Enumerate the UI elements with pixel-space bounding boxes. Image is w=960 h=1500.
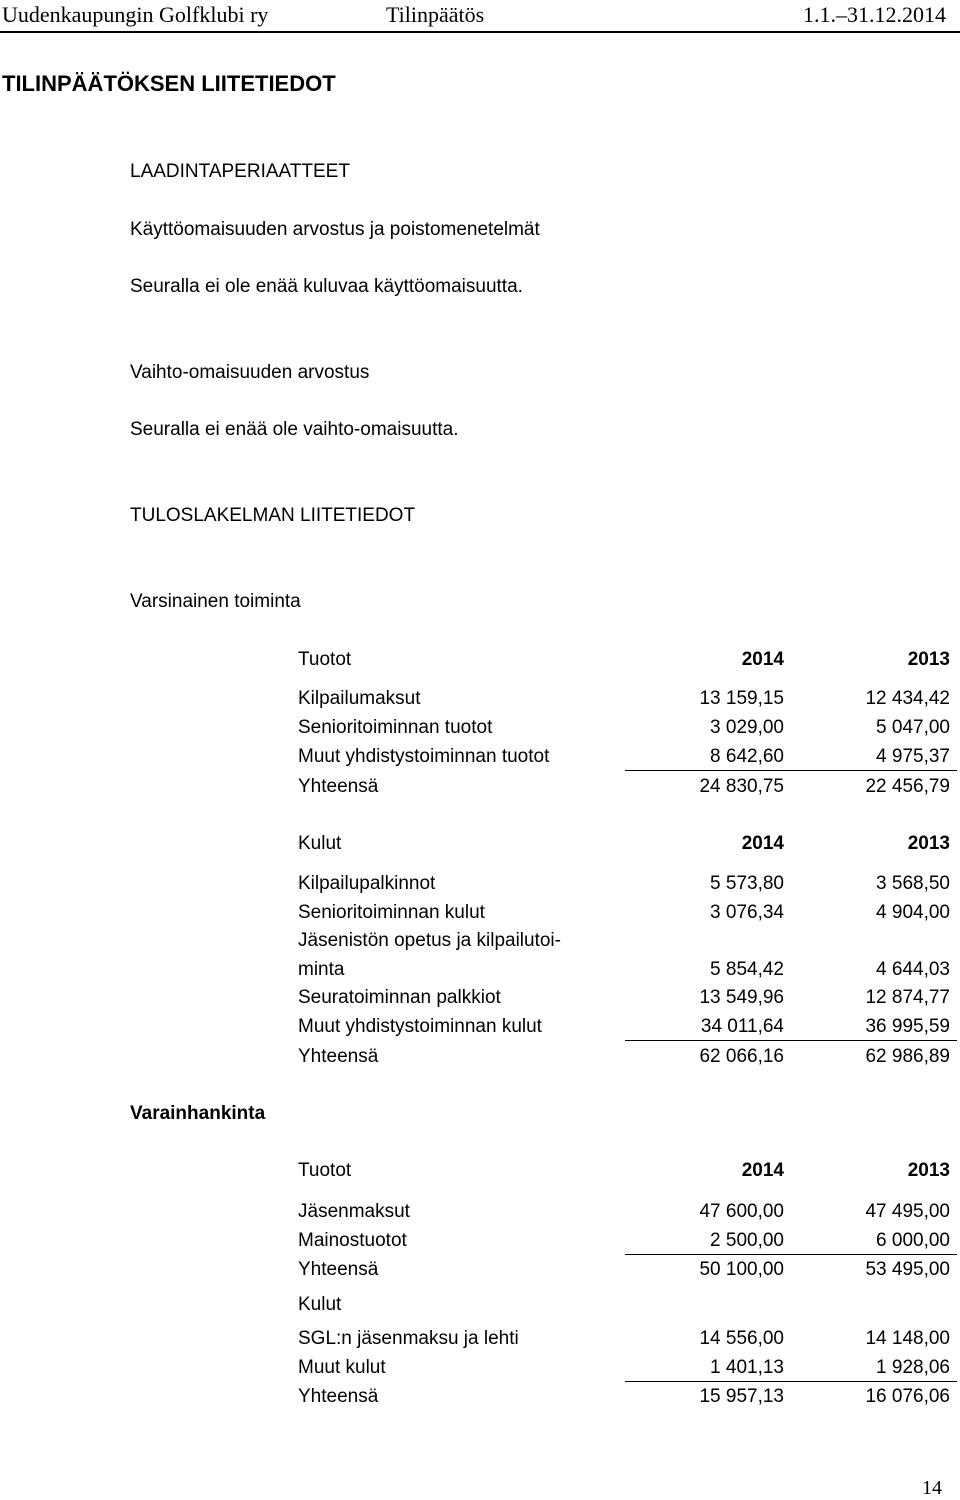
table-total-label: Yhteensä (298, 1259, 379, 1280)
table-row-value-2013: 14 148,00 (865, 1328, 950, 1349)
subheading-vaihto-omaisuus: Vaihto-omaisuuden arvostus (130, 362, 370, 383)
table-total-2014: 24 830,75 (699, 776, 784, 797)
subheading-kayttoomaisuus: Käyttöomaisuuden arvostus ja poistomenetelmät (130, 219, 540, 240)
table-row-value-2014: 13 159,15 (699, 688, 784, 709)
table-total-2014: 62 066,16 (699, 1046, 784, 1067)
table-row-label: Kilpailumaksut (298, 688, 421, 709)
table-total-2013: 53 495,00 (865, 1259, 950, 1280)
table-row-value-2014: 2 500,00 (710, 1230, 784, 1251)
table-row-value-2013: 47 495,00 (865, 1201, 950, 1222)
table-row-value-2014: 47 600,00 (699, 1201, 784, 1222)
table-row-value-2013: 4 975,37 (876, 746, 950, 767)
text-vaihto-omaisuus: Seuralla ei enää ole vaihto-omaisuutta. (130, 419, 459, 440)
table-row-value-2013: 3 568,50 (876, 873, 950, 894)
table-header-year-2014: 2014 (741, 1160, 784, 1181)
table-total-2013: 16 076,06 (865, 1386, 950, 1407)
subheading-varsinainen-toiminta: Varsinainen toiminta (130, 591, 301, 612)
table-total-2014: 50 100,00 (699, 1259, 784, 1280)
header-divider (0, 31, 960, 33)
table-row-label: Seuratoiminnan palkkiot (298, 987, 501, 1008)
text-kayttoomaisuus: Seuralla ei ole enää kuluvaa käyttöomaisuutta. (130, 276, 523, 297)
table-total-label: Yhteensä (298, 1386, 379, 1407)
table-row-value-2013: 4 644,03 (876, 959, 950, 980)
table-header-year-2014: 2014 (741, 833, 784, 854)
table-header-label: Tuotot (298, 649, 352, 670)
table-header-year-2013: 2013 (907, 649, 950, 670)
header-company: Uudenkaupungin Golfklubi ry (2, 2, 269, 27)
table-row-value-2014: 5 854,42 (710, 959, 784, 980)
table-header-year-2014: 2014 (741, 649, 784, 670)
total-rule (625, 1381, 957, 1382)
table-row-value-2014: 14 556,00 (699, 1328, 784, 1349)
table-row-label: Jäsenmaksut (298, 1201, 410, 1222)
table-row-value-2013: 12 434,42 (865, 688, 950, 709)
total-rule (625, 1254, 957, 1255)
table-row-value-2014: 13 549,96 (699, 987, 784, 1008)
page-title: TILINPÄÄTÖKSEN LIITETIEDOT (2, 71, 336, 96)
table-row-value-2014: 1 401,13 (710, 1357, 784, 1378)
table-row-label: Senioritoiminnan tuotot (298, 717, 493, 738)
subheading-varainhankinta: Varainhankinta (130, 1103, 266, 1124)
table-row-value-2013: 4 904,00 (876, 902, 950, 923)
table-row-value-2014: 5 573,80 (710, 873, 784, 894)
table-row-label: Senioritoiminnan kulut (298, 902, 485, 923)
table-header-year-2013: 2013 (907, 1160, 950, 1181)
table-total-2013: 62 986,89 (865, 1046, 950, 1067)
header-period: 1.1.–31.12.2014 (803, 2, 946, 27)
table-total-2013: 22 456,79 (865, 776, 950, 797)
table-row-value-2013: 12 874,77 (865, 987, 950, 1008)
table-row-label-line2: minta (298, 959, 345, 980)
table-header-label: Kulut (298, 1294, 342, 1315)
table-row-label-line1: Jäsenistön opetus ja kilpailutoi- (298, 930, 561, 951)
table-total-label: Yhteensä (298, 776, 379, 797)
table-row-label: Kilpailupalkinnot (298, 873, 436, 894)
table-row-value-2013: 5 047,00 (876, 717, 950, 738)
total-rule (625, 770, 957, 771)
table-row-value-2013: 1 928,06 (876, 1357, 950, 1378)
table-row-value-2013: 6 000,00 (876, 1230, 950, 1251)
table-row-value-2014: 3 029,00 (710, 717, 784, 738)
table-row-value-2014: 34 011,64 (700, 1016, 784, 1037)
table-header-year-2013: 2013 (907, 833, 950, 854)
header-document: Tilinpäätös (386, 2, 485, 27)
table-row-value-2014: 8 642,60 (710, 746, 784, 767)
table-total-label: Yhteensä (298, 1046, 379, 1067)
page-number: 14 (922, 1477, 942, 1499)
table-total-2014: 15 957,13 (699, 1386, 784, 1407)
table-row-label: Muut kulut (298, 1357, 386, 1378)
table-row-value-2013: 36 995,59 (865, 1016, 950, 1037)
table-row-label: Muut yhdistystoiminnan kulut (298, 1016, 542, 1037)
table-row-label: Muut yhdistystoiminnan tuotot (298, 746, 550, 767)
table-row-label: Mainostuotot (298, 1230, 407, 1251)
total-rule (625, 1040, 957, 1041)
table-row-label: SGL:n jäsenmaksu ja lehti (298, 1328, 519, 1349)
table-header-label: Kulut (298, 833, 342, 854)
section-heading-laadintaperiaatteet: LAADINTAPERIAATTEET (130, 161, 350, 182)
table-header-label: Tuotot (298, 1160, 352, 1181)
table-row-value-2014: 3 076,34 (710, 902, 784, 923)
section-heading-tuloslaskelma: TULOSLAKELMAN LIITETIEDOT (130, 505, 416, 526)
